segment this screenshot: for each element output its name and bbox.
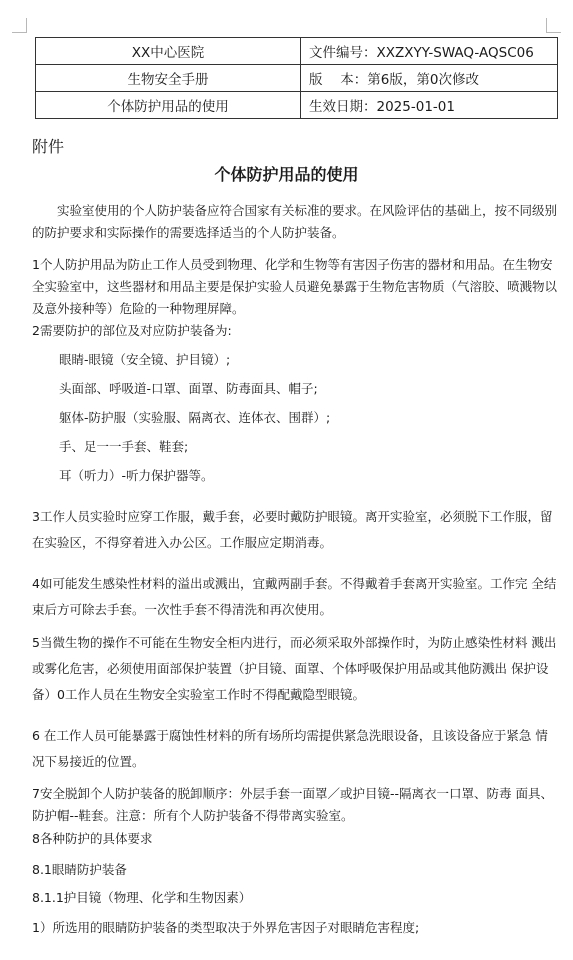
file-number: 文件编号：XXZXYY-SWAQ-AQSC06	[301, 38, 558, 65]
section-8-1-1	[32, 887, 560, 909]
manual-name: 生物安全手册	[36, 65, 301, 92]
header-row	[36, 65, 558, 92]
version: 版 本：第6版，第0次修改	[301, 65, 558, 92]
section-8	[32, 828, 560, 850]
protection-list	[32, 350, 573, 486]
section-name: 个体防护用品的使用	[36, 92, 301, 119]
item-8-1-1-1	[32, 917, 560, 939]
hospital-name: XX中心医院	[36, 38, 301, 65]
list-item: 躯体-防护服（实验服、隔离衣、连体衣、围群）;	[59, 410, 331, 425]
item-8-1-1-1-text: 1）所选用的眼睛防护装备的类型取决于外界危害因子对眼睛危害程度;	[32, 920, 420, 935]
attachment-label: 附件	[32, 137, 65, 156]
list-item: 头面部、呼吸道-口罩、面罩、防毒面具、帽子;	[59, 381, 318, 396]
effective-date: 生效日期：2025-01-01	[301, 92, 558, 119]
paragraph-6-text: 6 在工作人员可能暴露于腐蚀性材料的所有场所均需提供紧急洗眼设备，且该设备应于紧急 情况下易接近的位置。	[32, 728, 548, 769]
header-row	[36, 38, 558, 65]
list-item: 手、足一一手套、鞋套;	[59, 439, 189, 454]
intro-paragraph	[32, 200, 560, 244]
paragraph-5-text: 5当微生物的操作不可能在生物安全柜内进行，而必须采取外部操作时，为防止感染性材料 溅出或雾化危害，必须使用面部保护装置（护目镜、面罩、个体呼吸保护用品或其他防溅出 保护设备）0工作人员在生物安全实验室工作时不得配戴隐型眼镜。	[32, 635, 557, 702]
paragraph-4	[32, 571, 560, 623]
paragraph-1-text: 1个人防护用品为防止工作人员受到物理、化学和生物等有害因子伤害的器材和用品。在生物安全实验室中，这些器材和用品主要是保护实验人员避免暴露于生物危害物质（气溶胶、喷溅物以及意外接种等）危险的一种物理屏障。	[32, 257, 558, 316]
paragraph-1	[32, 254, 560, 320]
paragraph-7	[32, 783, 560, 827]
header-row	[36, 92, 558, 119]
paragraph-2-text: 2需要防护的部位及对应防护装备为:	[32, 323, 232, 338]
intro-text: 实验室使用的个人防护装备应符合国家有关标准的要求。在风险评估的基础上，按不同级别的防护要求和实际操作的需要选择适当的个人防护装备。	[32, 203, 558, 240]
paragraph-2	[32, 320, 560, 342]
section-8-1-1-heading: 8.1.1护目镜（物理、化学和生物因素）	[32, 890, 252, 905]
crop-mark-top-right	[546, 18, 561, 33]
paragraph-6	[32, 723, 560, 775]
list-item: 眼睛-眼镜（安全镜、护目镜）;	[59, 352, 231, 367]
list-item: 耳（听力）-听力保护器等。	[59, 468, 214, 483]
section-8-1	[32, 859, 560, 881]
paragraph-3	[32, 504, 560, 556]
paragraph-3-text: 3工作人员实验时应穿工作服，戴手套，必要时戴防护眼镜。离开实验室，必须脱下工作服，留在实验区，不得穿着进入办公区。工作服应定期消毒。	[32, 509, 553, 550]
section-8-heading: 8各种防护的具体要求	[32, 831, 153, 846]
document-title: 个体防护用品的使用	[214, 165, 359, 184]
section-8-1-heading: 8.1眼睛防护装备	[32, 862, 127, 877]
paragraph-7-text: 7安全脱卸个人防护装备的脱卸顺序：外层手套一面罩／或护目镜--隔离衣一口罩、防毒 面具、防护帽--鞋套。注意：所有个人防护装备不得带离实验室。	[32, 786, 553, 823]
document-header-table	[35, 37, 558, 119]
paragraph-4-text: 4如可能发生感染性材料的溢出或溅出，宜戴两副手套。不得戴着手套离开实验室。工作完 全结束后方可除去手套。一次性手套不得清洗和再次使用。	[32, 576, 557, 617]
paragraph-5	[32, 630, 560, 708]
crop-mark-top-left	[12, 18, 27, 33]
